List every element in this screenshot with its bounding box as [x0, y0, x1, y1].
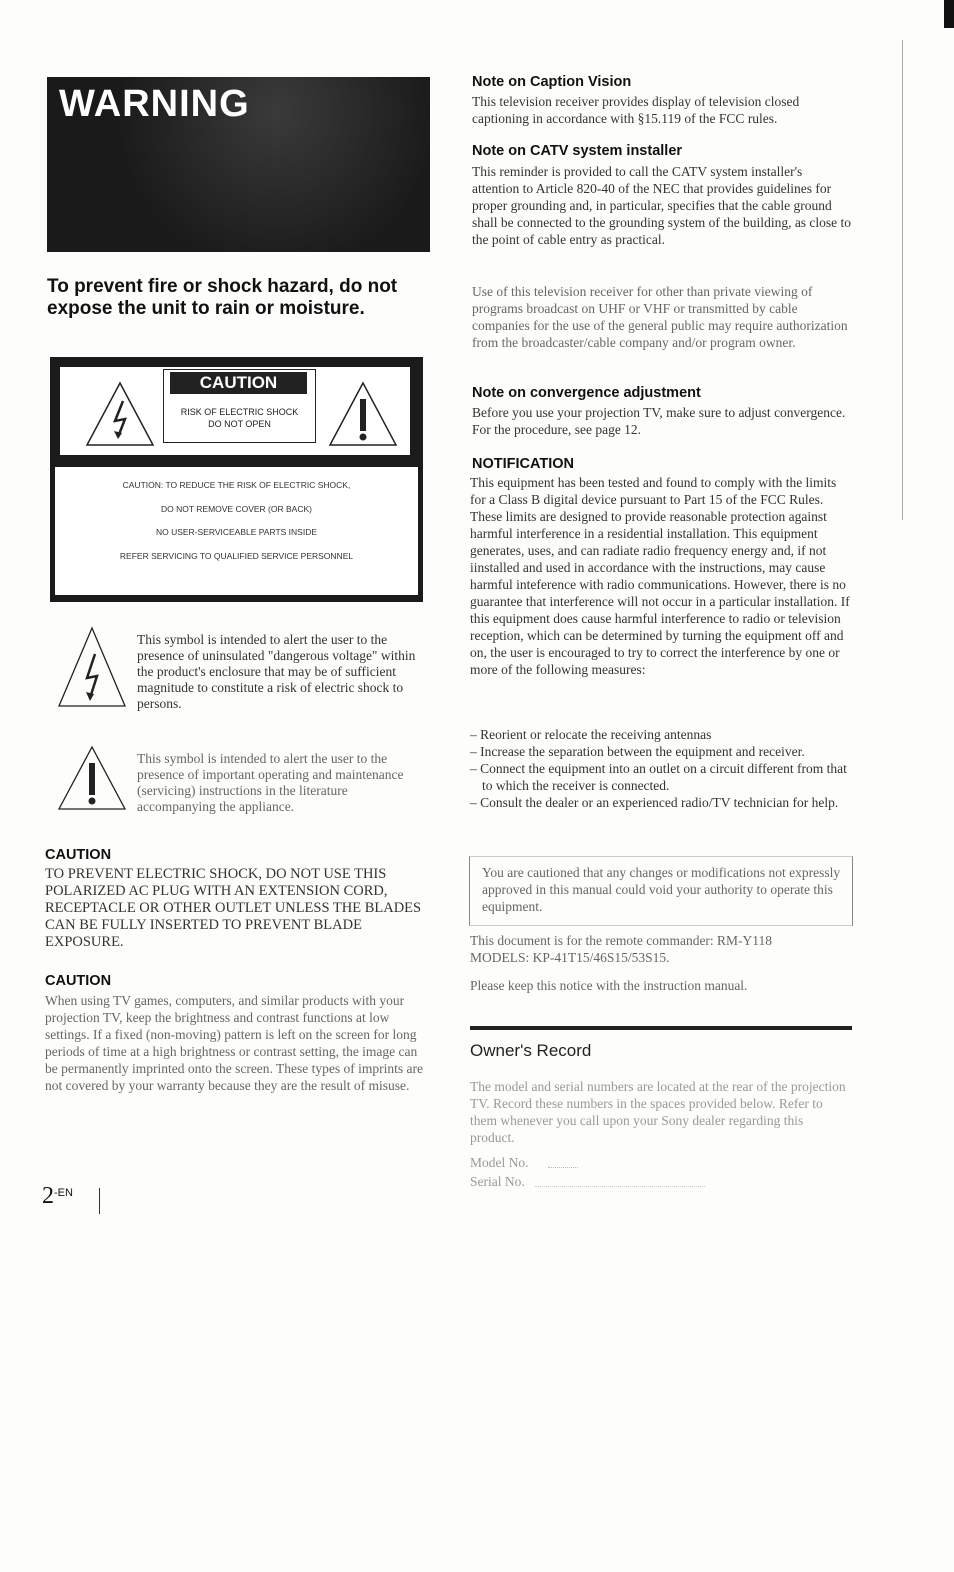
- voltage-symbol-text: This symbol is intended to alert the user to the presence of uninsulated "dangerous voltage" within the product's enclosure that may be of sufficient magnitude to constitute a risk of electric shock to persons.: [137, 632, 416, 711]
- serial-no-label: Serial No.: [470, 1174, 525, 1189]
- warning-banner: [47, 77, 430, 252]
- caution-games-text: When using TV games, computers, and similar products with your projection TV, keep the brightness and contrast functions at low settings. If a fixed (non-moving) pattern is left on the screen for long periods of time at a high brightness or contrast setting, the image can be permanently imprinted onto the screen. These types of imprints are not covered by your warranty because they are the result of misuse.: [45, 993, 424, 1093]
- lightning-triangle-icon: [85, 381, 155, 447]
- hazard-statement: To prevent fire or shock hazard, do not expose the unit to rain or moisture.: [47, 276, 398, 319]
- convergence-text: Before you use your projection TV, make sure to adjust convergence. For the procedure, see page 12.: [472, 405, 846, 437]
- caution-label-top: [60, 367, 410, 455]
- caution-line: CAUTION: TO REDUCE THE RISK OF ELECTRIC SHOCK,: [122, 480, 351, 490]
- modification-notice-text: You are cautioned that any changes or modifications not expressly approved in this manual could void your authority to operate this equipment.: [482, 865, 841, 914]
- notification-text: This equipment has been tested and found to comply with the limits for a Class B digital device pursuant to Part 15 of the FCC Rules. These limits are designed to provide reasonable protection against harmful interference in a residential installation. This equipment generates, uses, and can radiate radio frequency energy and, if not iinstalled and used in accordance with the instructions, may cause harmful inteference with radio communications. However, there is no guarantee that interference will not occur in a particular installation. If this equipment does cause harmful interference to radio or television reception, which can be determined by turning the equipment off and on, the user is encouraged to try to correct the interference by one or more of the following measures:: [470, 475, 850, 677]
- caption-vision-heading: Note on Caption Vision: [472, 74, 632, 90]
- page-number-value: 2: [42, 1183, 54, 1209]
- owners-record-heading: Owner's Record: [470, 1041, 592, 1060]
- modification-notice-box: [469, 856, 853, 926]
- list-item: – Increase the separation between the equipment and receiver.: [470, 744, 805, 759]
- page-number-suffix: -EN: [54, 1187, 73, 1199]
- risk-line-2: DO NOT OPEN: [208, 419, 271, 429]
- keep-notice-line: Please keep this notice with the instruction manual.: [470, 978, 748, 993]
- catv-text: This reminder is provided to call the CATV system installer's attention to Article 820-40 of the NEC that provides guidelines for proper grounding and, in particular, specifies that the cable ground shall be connected to the grounding system of the building, as close to the point of cable entry as practical.: [472, 164, 852, 247]
- risk-line-1: RISK OF ELECTRIC SHOCK: [180, 407, 299, 417]
- model-no-field: [548, 1167, 578, 1168]
- lightning-triangle-icon: [57, 626, 127, 708]
- page-number: [42, 1183, 73, 1210]
- convergence-heading: Note on convergence adjustment: [472, 385, 701, 401]
- caution-plug-text: TO PREVENT ELECTRIC SHOCK, DO NOT USE THIS POLARIZED AC PLUG WITH AN EXTENSION CORD, RECEPTACLE OR OTHER OUTLET UNLESS THE BLADES CAN BE FULLY INSERTED TO PREVENT BLADE EXPOSURE.: [45, 866, 422, 950]
- edge-mark: [944, 0, 954, 28]
- catv-heading: Note on CATV system installer: [472, 143, 683, 159]
- caution-heading: CAUTION: [45, 847, 112, 863]
- remote-commander-line: This document is for the remote commander: RM-Y118: [470, 933, 773, 948]
- catv-use-text: Use of this television receiver for other than private viewing of programs broadcast on UHF or VHF or transmitted by cable companies for the use of the general public may require authorization from the broadcaster/cable company and/or program owner.: [472, 284, 848, 350]
- exclamation-triangle-icon: [57, 745, 127, 811]
- list-item: – Reorient or relocate the receiving antennas: [470, 727, 712, 742]
- edge-line: [902, 40, 903, 520]
- caution-line: REFER SERVICING TO QUALIFIED SERVICE PERSONNEL: [119, 551, 354, 561]
- caution-line: DO NOT REMOVE COVER (OR BACK): [161, 504, 312, 514]
- caution-label-bottom: [55, 467, 418, 595]
- warning-title: WARNING: [59, 83, 250, 125]
- caution-label: CAUTION: [170, 372, 307, 394]
- list-item: – Consult the dealer or an experienced radio/TV technician for help.: [470, 795, 839, 810]
- measures-list: [470, 726, 848, 811]
- serial-no-field: [535, 1186, 705, 1187]
- instructions-symbol-text: This symbol is intended to alert the user to the presence of important operating and maintenance (servicing) instructions in the literature accompanying the appliance.: [137, 751, 404, 814]
- models-line: MODELS: KP-41T15/46S15/53S15.: [470, 950, 670, 965]
- model-no-label: Model No.: [470, 1155, 529, 1170]
- page-divider: [99, 1188, 100, 1214]
- caution-label-graphic: [50, 357, 423, 602]
- caption-vision-text: This television receiver provides display of television closed captioning in accordance with §15.119 of the FCC rules.: [472, 94, 800, 126]
- notification-heading: NOTIFICATION: [472, 456, 575, 472]
- owners-record-text: The model and serial numbers are located at the rear of the projection TV. Record these numbers in the spaces provided below. Refer to them whenever you call upon your Sony dealer regarding this product.: [470, 1079, 846, 1145]
- exclamation-triangle-icon: [328, 381, 398, 447]
- caution-line: NO USER-SERVICEABLE PARTS INSIDE: [155, 527, 318, 537]
- section-rule: [470, 1026, 852, 1030]
- list-item: – Connect the equipment into an outlet on a circuit different from that to which the receiver is connected.: [470, 761, 847, 793]
- caution-heading: CAUTION: [45, 973, 112, 989]
